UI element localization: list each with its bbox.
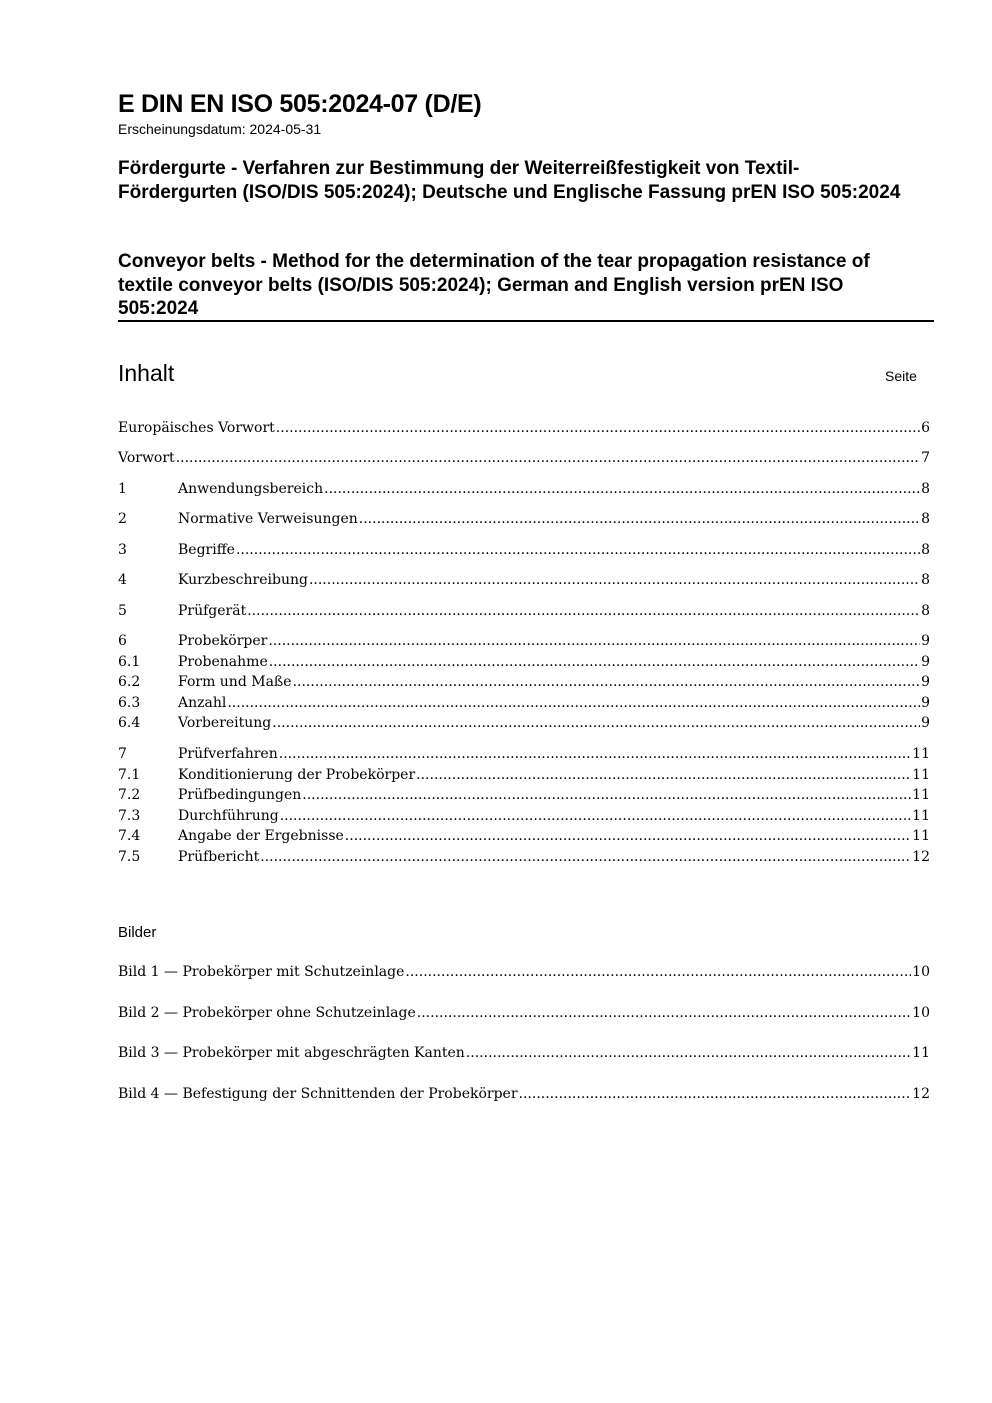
toc-entry[interactable] bbox=[118, 806, 930, 826]
toc-entry[interactable] bbox=[118, 713, 930, 733]
toc-entry-page: 7 bbox=[921, 450, 930, 466]
toc-entry-number: 7.2 bbox=[118, 787, 141, 803]
toc-entry[interactable] bbox=[118, 693, 930, 713]
toc-entry-page: 8 bbox=[921, 572, 930, 588]
toc-entry[interactable] bbox=[118, 744, 930, 764]
toc-entry-number: 6.3 bbox=[118, 695, 141, 711]
toc-leader-dots bbox=[247, 601, 920, 621]
toc-leader-dots bbox=[279, 744, 911, 764]
toc-entry-label: Prüfbedingungen bbox=[178, 787, 302, 803]
toc-entry-label: Anwendungsbereich bbox=[178, 481, 324, 497]
toc-leader-dots bbox=[227, 693, 920, 713]
figure-entry-label: Bild 1 — Probekörper mit Schutzeinlage bbox=[118, 964, 405, 980]
toc-entry-label: Probenahme bbox=[178, 654, 268, 670]
toc-entry-page: 8 bbox=[921, 542, 930, 558]
toc-entry-page: 12 bbox=[912, 849, 930, 865]
toc-entry-page: 11 bbox=[912, 767, 930, 783]
toc-entry-page: 8 bbox=[921, 481, 930, 497]
toc-entry[interactable] bbox=[118, 826, 930, 846]
toc-entry-page: 9 bbox=[921, 715, 930, 731]
toc-entry[interactable] bbox=[118, 601, 930, 621]
figure-entry-label: Bild 3 — Probekörper mit abgeschrägten Kanten bbox=[118, 1045, 465, 1061]
german-title: Fördergurte - Verfahren zur Bestimmung der Weiterreißfestigkeit von Textil-Fördergurten (ISO/DIS 505:2024); Deutsche und Englische Fassung prEN ISO 505:2024 bbox=[118, 158, 901, 203]
toc-leader-dots bbox=[302, 785, 911, 805]
toc-page-column-label: Seite bbox=[885, 368, 917, 384]
toc-leader-dots bbox=[417, 1003, 911, 1023]
toc-entry-number: 7.1 bbox=[118, 767, 141, 783]
toc-entry[interactable] bbox=[118, 765, 930, 785]
toc-entry-label: Vorwort bbox=[118, 450, 175, 466]
toc-entry[interactable] bbox=[118, 631, 930, 651]
figure-entry[interactable] bbox=[118, 1003, 930, 1023]
figure-entry[interactable] bbox=[118, 962, 930, 982]
toc-entry-page: 11 bbox=[912, 746, 930, 762]
publication-date: Erscheinungsdatum: 2024-05-31 bbox=[118, 121, 322, 137]
toc-entry-label: Form und Maße bbox=[178, 674, 292, 690]
toc-entry[interactable] bbox=[118, 418, 930, 438]
toc-entry-page: 9 bbox=[921, 674, 930, 690]
english-title: Conveyor belts - Method for the determination of the tear propagation resistance of textile conveyor belts (ISO/DIS 505:2024); German and English version prEN ISO 505:2024 bbox=[118, 251, 870, 319]
figure-entry-page: 10 bbox=[912, 1005, 930, 1021]
toc-leader-dots bbox=[176, 448, 920, 468]
toc-entry-label: Angabe der Ergebnisse bbox=[178, 828, 344, 844]
toc-entry-page: 8 bbox=[921, 603, 930, 619]
toc-heading: Inhalt bbox=[118, 360, 175, 386]
toc-entry-label: Anzahl bbox=[178, 695, 227, 711]
toc-leader-dots bbox=[466, 1043, 911, 1063]
toc-entry-number: 7.3 bbox=[118, 808, 141, 824]
toc-leader-dots bbox=[276, 418, 920, 438]
toc-entry-number: 4 bbox=[118, 572, 127, 588]
toc-leader-dots bbox=[268, 631, 920, 651]
toc-entry-number: 1 bbox=[118, 481, 127, 497]
toc-entry[interactable] bbox=[118, 847, 930, 867]
figure-entry-label: Bild 2 — Probekörper ohne Schutzeinlage bbox=[118, 1005, 416, 1021]
toc-entry-page: 9 bbox=[921, 695, 930, 711]
toc-entry[interactable] bbox=[118, 448, 930, 468]
toc-entry-number: 3 bbox=[118, 542, 127, 558]
toc-entry-page: 11 bbox=[912, 787, 930, 803]
toc-entry[interactable] bbox=[118, 509, 930, 529]
toc-entry[interactable] bbox=[118, 672, 930, 692]
toc-entry-label: Europäisches Vorwort bbox=[118, 420, 275, 436]
toc-entry-number: 7.5 bbox=[118, 849, 141, 865]
toc-entry-label: Prüfbericht bbox=[178, 849, 260, 865]
toc-entry-number: 7 bbox=[118, 746, 127, 762]
figure-entry[interactable] bbox=[118, 1043, 930, 1063]
toc-leader-dots bbox=[416, 765, 911, 785]
toc-entry[interactable] bbox=[118, 479, 930, 499]
toc-entry-number: 2 bbox=[118, 511, 127, 527]
toc-entry-label: Durchführung bbox=[178, 808, 279, 824]
toc-entry-label: Konditionierung der Probekörper bbox=[178, 767, 416, 783]
toc-entry-page: 11 bbox=[912, 828, 930, 844]
toc-leader-dots bbox=[293, 672, 921, 692]
toc-entry[interactable] bbox=[118, 652, 930, 672]
toc-entry-page: 8 bbox=[921, 511, 930, 527]
toc-entry-page: 9 bbox=[921, 654, 930, 670]
title-divider bbox=[118, 320, 934, 322]
figure-entry-page: 11 bbox=[912, 1045, 930, 1061]
toc-leader-dots bbox=[519, 1084, 912, 1104]
figures-heading: Bilder bbox=[118, 924, 157, 941]
toc-entry[interactable] bbox=[118, 570, 930, 590]
figure-entry-page: 10 bbox=[912, 964, 930, 980]
toc-entry-page: 9 bbox=[921, 633, 930, 649]
document-id: E DIN EN ISO 505:2024-07 (D/E) bbox=[118, 90, 482, 118]
toc-entry[interactable] bbox=[118, 540, 930, 560]
toc-leader-dots bbox=[280, 806, 911, 826]
figure-entry-label: Bild 4 — Befestigung der Schnittenden der Probekörper bbox=[118, 1086, 518, 1102]
toc-leader-dots bbox=[236, 540, 920, 560]
toc-leader-dots bbox=[260, 847, 911, 867]
toc-leader-dots bbox=[272, 713, 920, 733]
toc-entry-number: 5 bbox=[118, 603, 127, 619]
toc-entry[interactable] bbox=[118, 785, 930, 805]
toc-entry-label: Normative Verweisungen bbox=[178, 511, 358, 527]
toc-entry-label: Begriffe bbox=[178, 542, 235, 558]
figure-entry-page: 12 bbox=[912, 1086, 930, 1102]
toc-entry-label: Probekörper bbox=[178, 633, 268, 649]
toc-entry-label: Kurzbeschreibung bbox=[178, 572, 308, 588]
toc-leader-dots bbox=[405, 962, 911, 982]
toc-entry-label: Vorbereitung bbox=[178, 715, 272, 731]
toc-leader-dots bbox=[269, 652, 920, 672]
toc-leader-dots bbox=[359, 509, 920, 529]
toc-entry-number: 6 bbox=[118, 633, 127, 649]
figure-entry[interactable] bbox=[118, 1084, 930, 1104]
toc-leader-dots bbox=[345, 826, 911, 846]
toc-leader-dots bbox=[309, 570, 920, 590]
toc-entry-number: 6.1 bbox=[118, 654, 141, 670]
toc-entry-number: 6.4 bbox=[118, 715, 141, 731]
toc-leader-dots bbox=[324, 479, 920, 499]
toc-entry-number: 6.2 bbox=[118, 674, 141, 690]
toc-entry-page: 11 bbox=[912, 808, 930, 824]
toc-entry-label: Prüfverfahren bbox=[178, 746, 278, 762]
toc-entry-label: Prüfgerät bbox=[178, 603, 247, 619]
toc-entry-number: 7.4 bbox=[118, 828, 141, 844]
toc-entry-page: 6 bbox=[921, 420, 930, 436]
